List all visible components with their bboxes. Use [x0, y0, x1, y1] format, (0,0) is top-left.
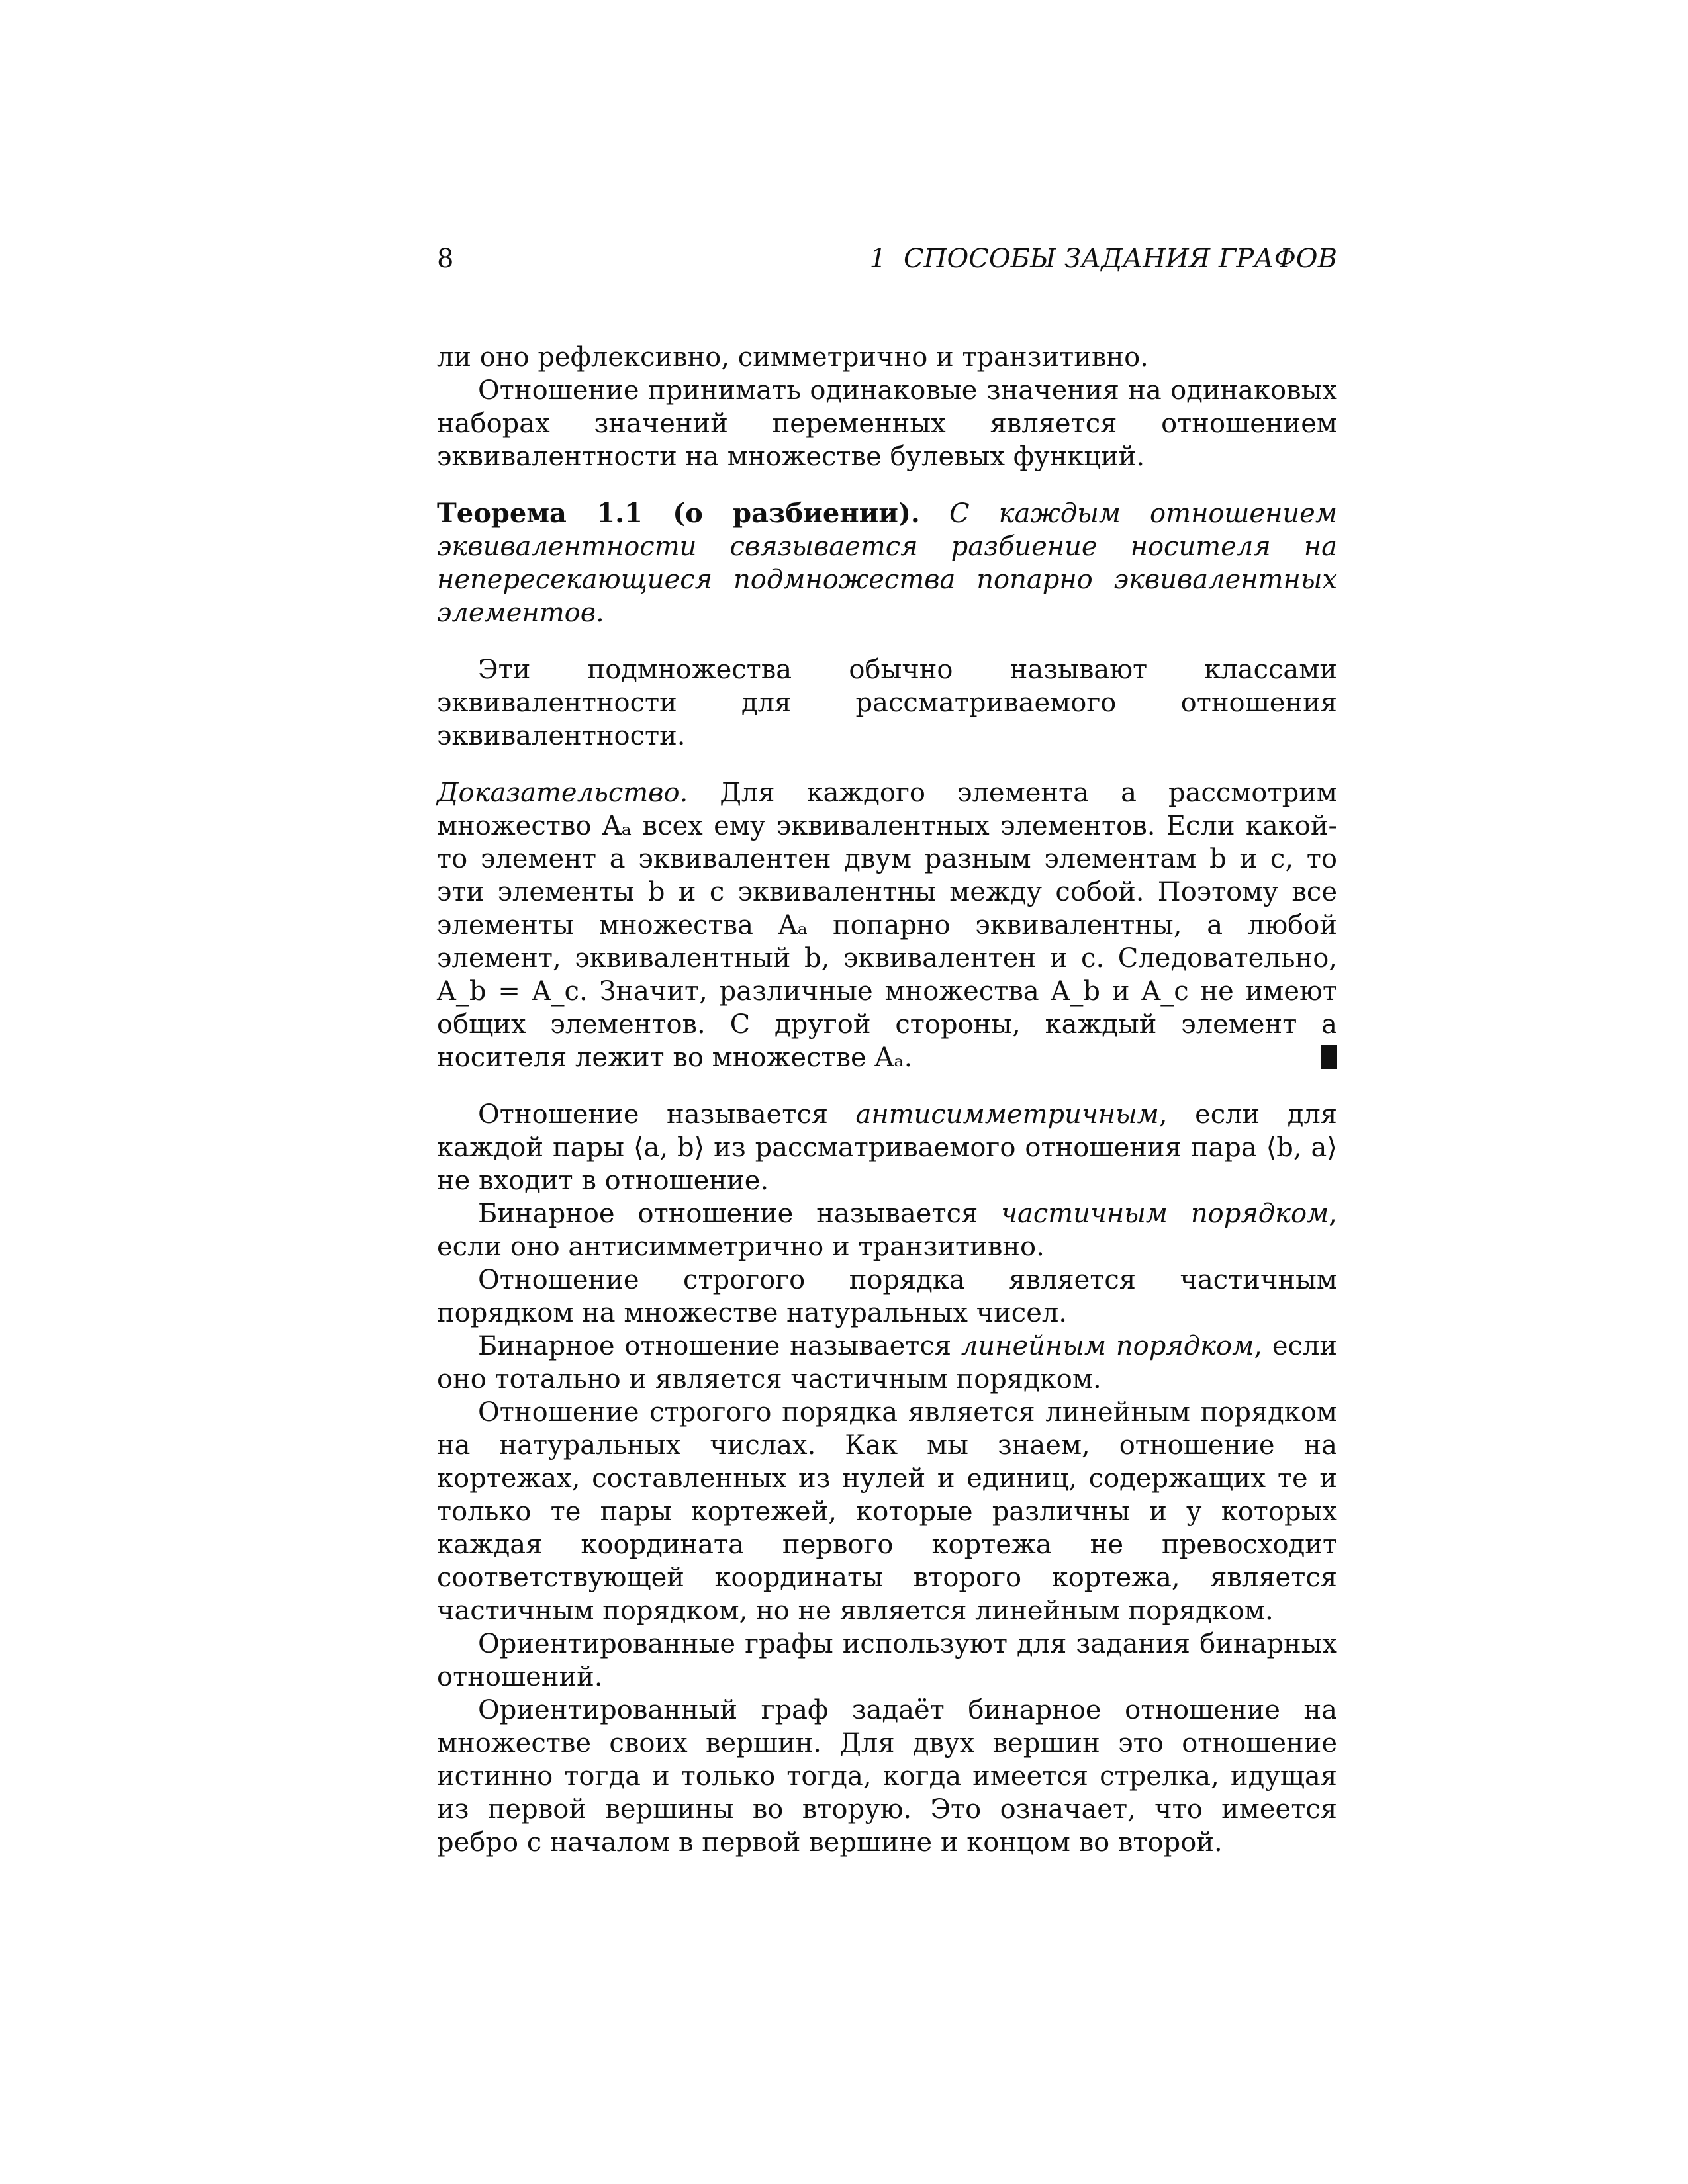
term-antisymmetric: антисимметричным [855, 1099, 1159, 1130]
text-fragment: Отношение называется [478, 1099, 856, 1130]
paragraph-equivalence-classes: Эти подмножества обычно называют классами эквивалентности для рассматриваемого отношения эквивалентности. [437, 655, 1337, 751]
paragraph-directed-graph-relation: Ориентированный граф задаёт бинарное отношение на множестве своих вершин. Для двух вершин это отношение истинно тогда и только тогда, когда имеется стрелка, идущая из первой вершины во вторую. Это означает, что имеется ребро с началом в первой вершине и концом во второй. [437, 1695, 1337, 1858]
proof-text: Для каждого элемента a рассмотрим множество Aₐ всех ему эквивалентных элементов. Если какой-то элемент a эквивалентен двум разным элементам b и c, то эти элементы b и c эквивалентны между собой. Поэтому все элементы множества Aₐ попарно эквивалентны, а любой элемент, эквивалентный b, эквивалентен и c. Следовательно, A_b = A_c. Значит, различные множества A_b и A_c не имеют общих элементов. С другой стороны, каждый элемент a носителя лежит во множестве Aₐ. [437, 778, 1337, 1073]
term-linear-order: линейным порядком [961, 1331, 1254, 1361]
text-fragment: Бинарное отношение называется [478, 1331, 961, 1361]
paragraph-strict-order: Отношение строгого порядка является частичным порядком на множестве натуральных чисел. [437, 1265, 1337, 1328]
proof-block [437, 776, 1337, 1074]
theorem-block [437, 497, 1337, 629]
chapter-number: 1 [869, 244, 886, 274]
text-fragment: , если оно тотально и является частичным порядком. [437, 1331, 1338, 1394]
text-fragment: , если оно антисимметрично и транзитивно. [437, 1199, 1337, 1262]
paragraph-partial-order [437, 1197, 1337, 1263]
paragraph-continued: ли оно рефлексивно, симметрично и транзитивно. [437, 342, 1149, 373]
paragraph-linear-order [437, 1330, 1337, 1396]
theorem-label: Теорема 1.1 (о разбиении). [437, 498, 920, 529]
chapter-title: СПОСОБЫ ЗАДАНИЯ ГРАФОВ [903, 244, 1337, 274]
paragraph-boolean-equivalence: Отношение принимать одинаковые значения на одинаковых наборах значений переменных является отношением эквивалентности на множестве булевых функций. [437, 375, 1337, 472]
page-body [437, 341, 1337, 1859]
page-number: 8 [437, 244, 454, 274]
text-fragment: Бинарное отношение называется [478, 1199, 1002, 1229]
paragraph-directed-graphs: Ориентированные графы используют для задания бинарных отношений. [437, 1629, 1337, 1692]
proof-label: Доказательство. [437, 778, 688, 808]
paragraph-tuples: Отношение строгого порядка является линейным порядком на натуральных числах. Как мы знаем, отношение на кортежах, составленных из нулей и единиц, содержащих те и только те пары кортежей, которые различны и у которых каждая координата первого кортежа не превосходит соответствующей координаты второго кортежа, является частичным порядком, но не является линейным порядком. [437, 1397, 1337, 1626]
paragraph-antisymmetric [437, 1098, 1337, 1197]
qed-symbol [1321, 1045, 1337, 1069]
text-fragment: , если для каждой пары ⟨a, b⟩ из рассматриваемого отношения пара ⟨b, a⟩ не входит в отношение. [437, 1099, 1337, 1196]
theorem-text: С каждым отношением эквивалентности связывается разбиение носителя на непересекающиеся подмножества попарно эквивалентных элементов. [437, 498, 1338, 628]
running-title [870, 244, 1338, 274]
page-header [437, 244, 1337, 283]
term-partial-order: частичным порядком [1001, 1199, 1329, 1229]
